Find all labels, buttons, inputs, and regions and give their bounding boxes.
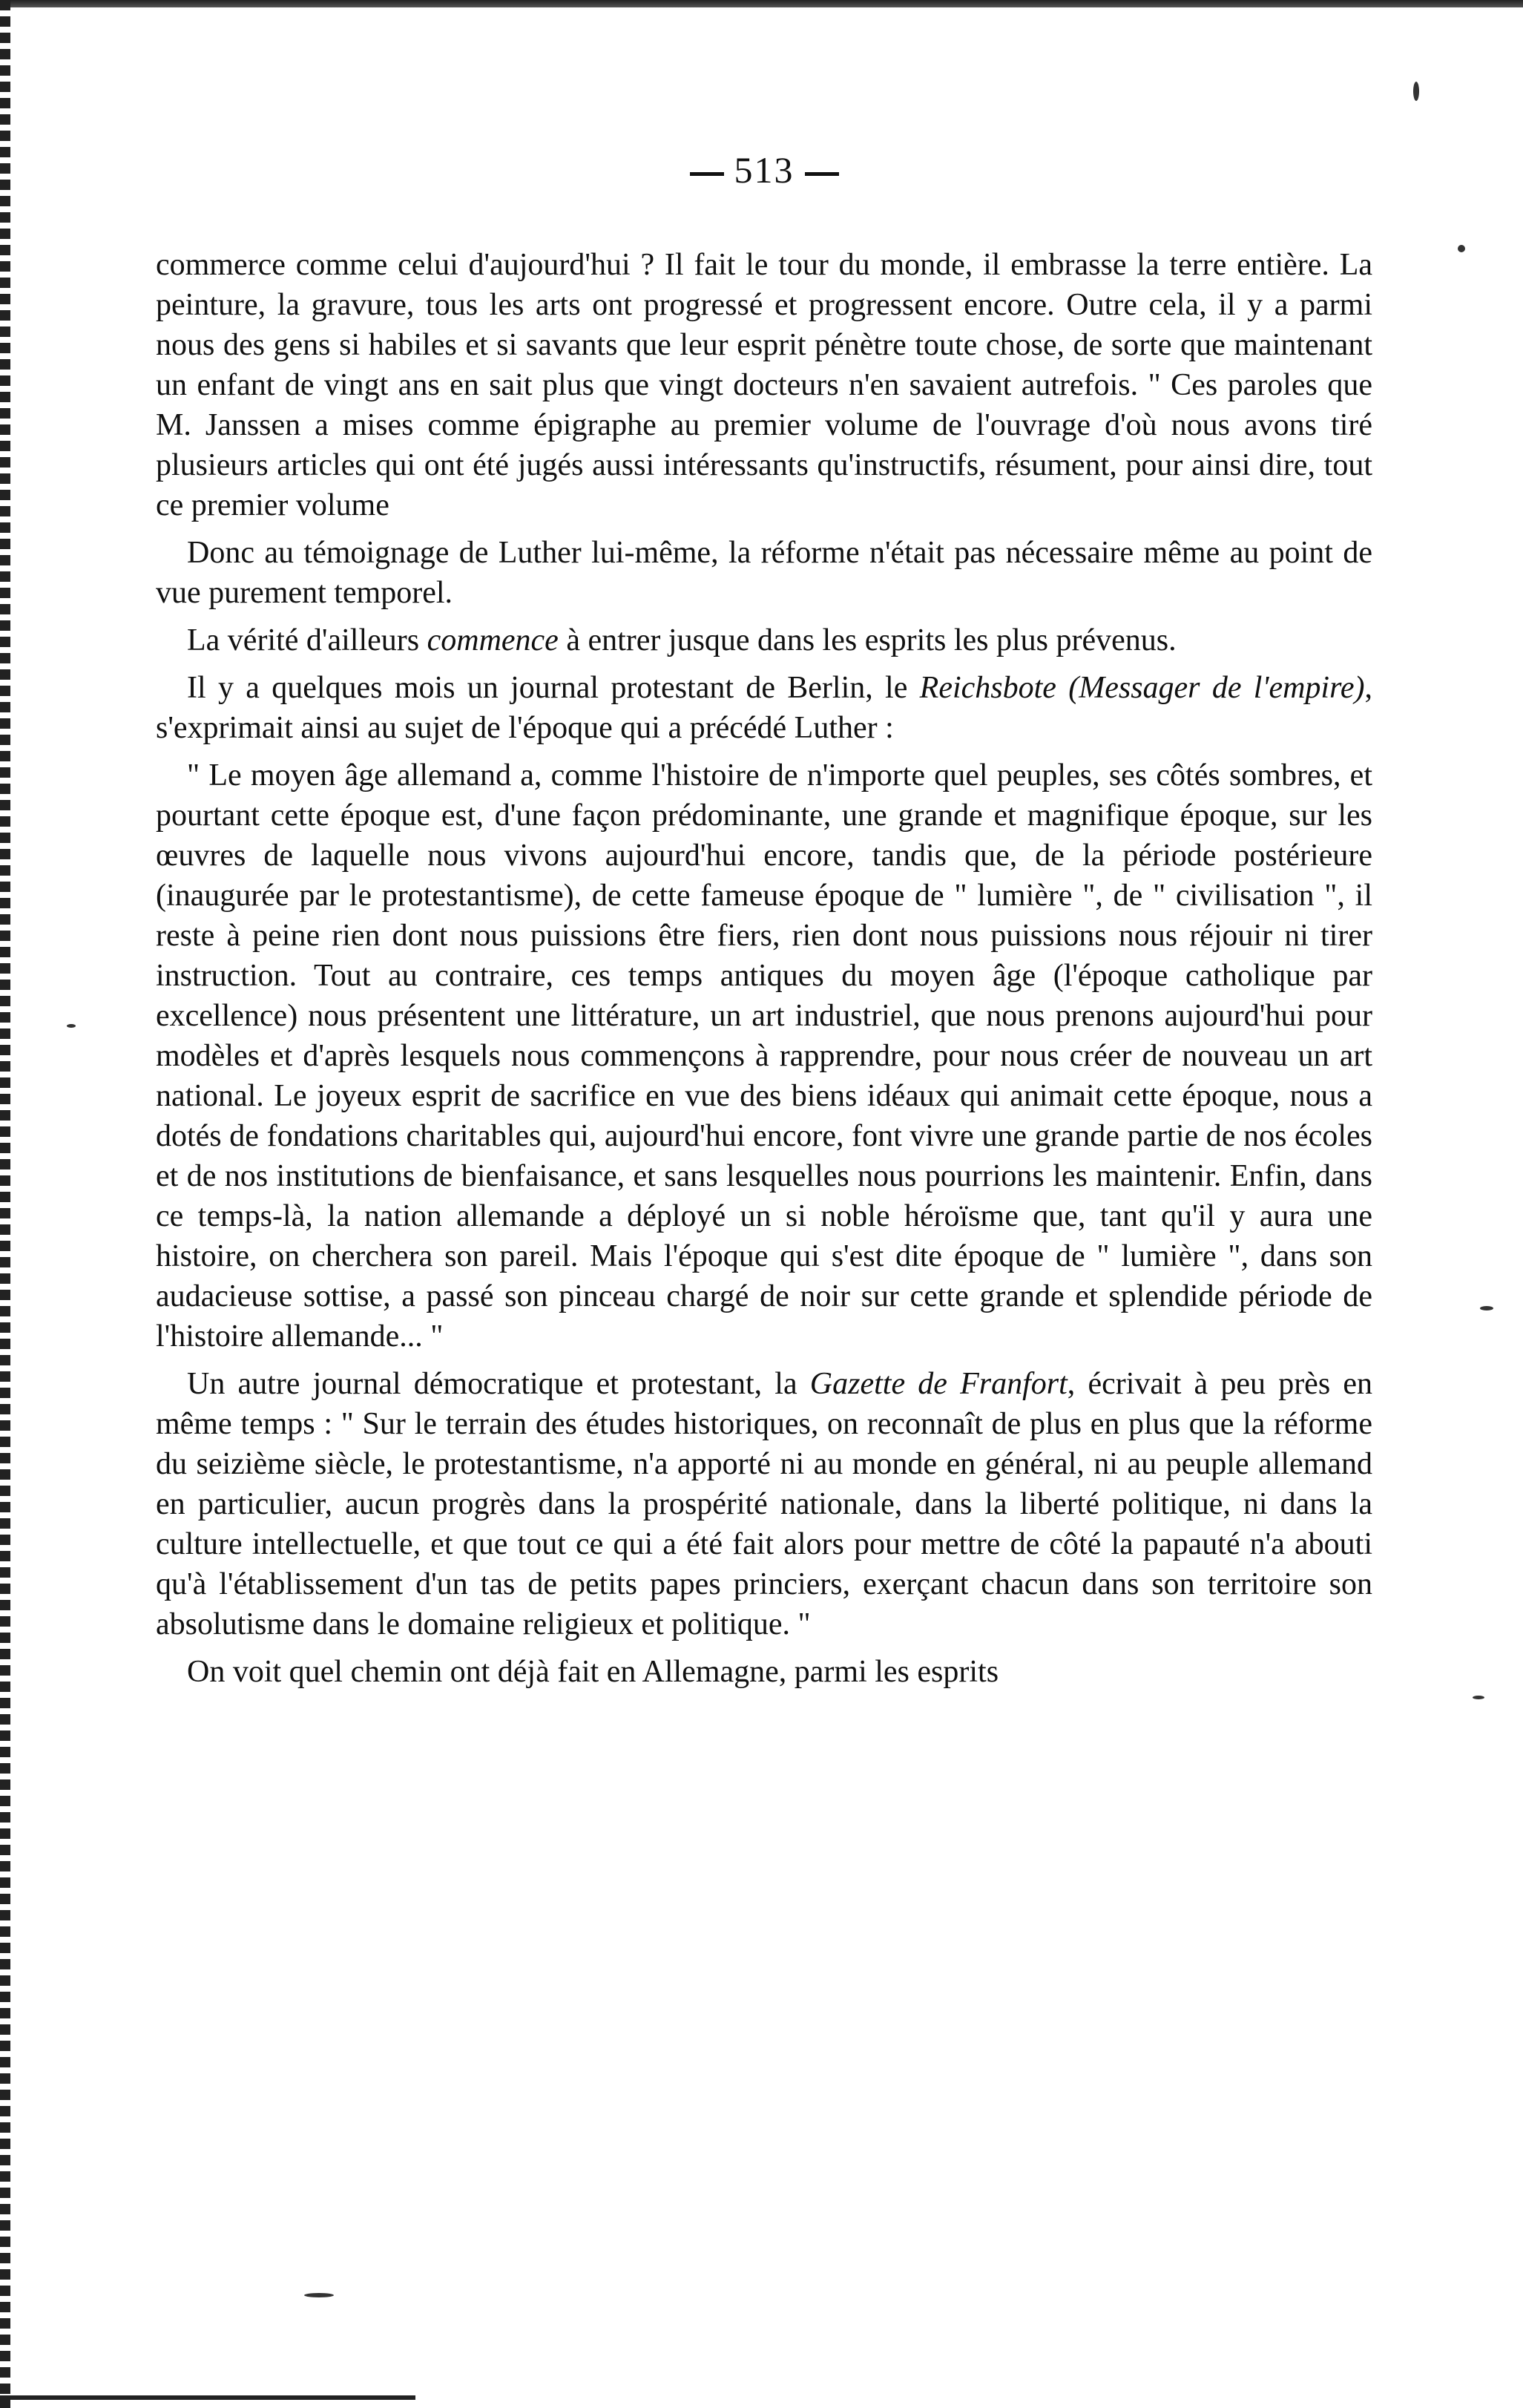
paragraph-continuation: commerce comme celui d'aujourd'hui ? Il fait le tour du monde, il embrasse la terre entière. La peinture, la gravure, tous les arts ont progressé et progressent encore. Outre cela, il y a parmi nous des gens si habiles et si savants que leur esprit pénètre toute chose, de sorte que maintenant un enfant de vingt ans en sait plus que vingt docteurs n'en savaient autrefois. " Ces paroles que M. Janssen a mises comme épigraphe au premier volume de l'ouvrage d'où nous avons tiré plusieurs articles qui ont été jugés aussi intéressants qu'instructifs, résument, pour ainsi dire, tout ce premier volume <box>156 248 1372 522</box>
journal-title: Reichsbote (Messager de l'empire) <box>919 671 1365 705</box>
paragraph-luther-conclusion: Donc au témoignage de Luther lui-même, la réforme n'était pas nécessaire même au point de vue purement temporel. <box>156 536 1372 610</box>
book-page <box>156 148 1372 1692</box>
scan-speck <box>1458 245 1465 252</box>
journal-title: Gazette de Franfort <box>809 1367 1068 1401</box>
paragraph-reichsbote: Il y a quelques mois un journal protestant de Berlin, le Reichsbote (Messager de l'empire), s'exprimait ainsi au sujet de l'époque qui a précédé Luther : <box>156 671 1372 745</box>
scan-border-bottom <box>0 2395 415 2400</box>
scan-speck <box>67 1024 76 1028</box>
scan-speck <box>1473 1696 1484 1699</box>
paragraph-gazette: Un autre journal démocratique et protestant, la Gazette de Franfort, écrivait à peu près en même temps : " Sur le terrain des études historiques, on reconnaît de plus en plus que la réforme du seizième siècle, le protestantisme, n'a apporté ni au monde en général, ni au peuple allemand en particulier, aucun progrès dans la prospérité nationale, dans la liberté politique, ni dans la culture intellectuelle, et que tout ce qui a été fait alors pour mettre de côté la papauté n'a abouti qu'à l'établissement d'un tas de petits papes princiers, exerçant chacun dans son territoire son absolutisme dans le domaine religieux et politique. " <box>156 1367 1372 1641</box>
paragraph-truth: La vérité d'ailleurs commence à entrer jusque dans les esprits les plus prévenus. <box>187 623 1177 657</box>
scan-border-left <box>0 0 10 2408</box>
emphasis: commence <box>427 623 559 657</box>
scan-speck <box>1480 1306 1493 1310</box>
scan-border-top <box>0 0 1523 7</box>
scan-speck <box>1413 82 1419 101</box>
paragraph-reichsbote-quote: " Le moyen âge allemand a, comme l'histoire de n'importe quel peuples, ses côtés sombres, et pourtant cette époque est, d'une façon prédominante, une grande et magnifique époque, sur les œuvres de laquelle nous vivons aujourd'hui encore, tandis que, de la période postérieure (inaugurée par le protestantisme), de cette fameuse époque de " lumière ", de " civilisation ", il reste à peine rien dont nous puissions être fiers, rien dont nous puissions nous réjouir ni tirer instruction. Tout au contraire, ces temps antiques du moyen âge (l'époque catholique par excellence) nous présentent une littérature, un art industriel, que nous prenons aujourd'hui pour modèles et d'après lesquels nous commençons à rapprendre, pour nous créer de nouveau un art national. Le joyeux esprit de sacrifice en vue des biens idéaux qui animait cette époque, nous a dotés de fondations charitables qui, aujourd'hui encore, font vivre une grande partie de nos écoles et de nos institutions de bienfaisance, et sans lesquelles nous pourrions les maintenir. Enfin, dans ce temps-là, la nation allemande a déployé un si noble héroïsme que, tant qu'il y aura une histoire, on cherchera son pareil. Mais l'époque qui s'est dite époque de " lumière ", dans son audacieuse sottise, a passé son pinceau chargé de noir sur cette grande et splendide période de l'histoire allemande... " <box>156 758 1372 1354</box>
paragraph-final: On voit quel chemin ont déjà fait en Allemagne, parmi les esprits <box>187 1655 999 1689</box>
scan-speck <box>304 2293 334 2297</box>
page-number: 513 <box>156 148 1372 191</box>
